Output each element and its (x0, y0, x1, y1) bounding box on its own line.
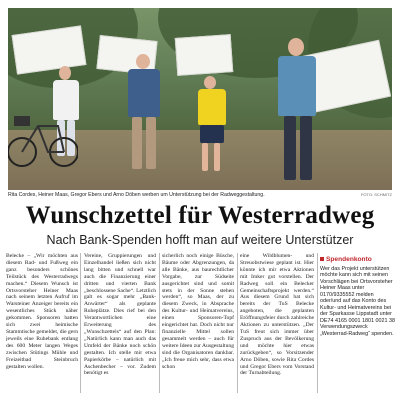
article-column-4 (240, 253, 314, 393)
infobox-text: Wer das Projekt unterstützen möchte kann sich mit seinen Vorschlägen bei Ortsvorsteher Heiner Maas unter 0170/9335552 melden oder/und auf das Konto des Kultur- und Heimatvereins bei der Sparkasse Lippstadt unter DE74 4165 0001 1801 0021 38 Verwendungszweck „Westerrad-Radweg“ spenden. (320, 265, 395, 337)
bicycle-icon (8, 106, 78, 170)
infobox-title-text: Spendenkonto (326, 256, 372, 263)
column-divider (80, 253, 81, 393)
infobox-title (320, 257, 396, 264)
column-divider (317, 253, 318, 393)
article-column-3 (162, 253, 234, 393)
article-column-1 (6, 253, 78, 393)
column-text: eine Wildblumen- und Streuobstwiese geplant ist. Hier könnte ich mir etwa Aktionen mit Imker gut vorstellen. Der Radweg soll ein Belecker Gemeinschaftsprojekt werden.“ Aus diesem Grund hat sich bereits der TuS Belecke angeboten, die geplanten Eröffnungsfeier durch zahlreiche Aktionen zu unterstützen. „Der TuS freut sich immer über Zuspruch aus der Bevölkerung und möchte hier etwas zurückgeben“, so Vorsitzender Arno Döben, sowie Rita Cordes und Gregor Ebers vom Vorstand der Turnabteilung. (240, 253, 314, 377)
column-divider (237, 253, 238, 393)
photo-caption (8, 192, 392, 198)
article-headline: Wunschzettel für Westerradweg (25, 202, 375, 229)
photo-credit: FOTO: SCHMITZ (360, 192, 392, 197)
caption-text: Rita Cordes, Heiner Maas, Gregor Ebers und Arno Döben werben um Unterstützung bei der Radweggestaltung. (8, 192, 265, 198)
column-text: Belecke – „Wir möchten aus diesem Rad- und Fußweg ein ganz besonders schönes Teilstück des Westerradwegs machen.“ Diesem Wunsch ist Ortsvorsteher Heiner Maas nach seinem letzten Aufruf im Warsteiner Anzeiger bereits ein wesentliches Stück näher gekommen. Sponsoren hatten sich zwei heimische Stammtische gemeldet, die gern jeweils eine Ruhebank entlang des 600 Meter langen Weges zwischen Stütings Mühle und Freizeitbad Steinbruch gestalten wollen. (6, 253, 78, 370)
article-subheadline: Nach Bank-Spenden hofft man auf weitere Unterstützer (46, 233, 354, 247)
article-column-2 (84, 253, 156, 393)
wishlist-sign (175, 34, 234, 76)
column-divider (159, 253, 160, 393)
column-text: sicherlich noch einige Büsche, Bäume oder Abgrenzungen, da alle Bänke, aus baurechtlicher Vorgabe, zur Südseite ausgerichtet sind und somit stets in der Sonne stehen werden“, so Maas, der zu diesem Zweck, in Absprache des Kultur- und Heimatvereins, einen Sponsoren-Topf eingerichtet hat. Doch nicht nur finanzielle Mittel sollen gesammelt werden – auch für weitere Ideen zur Ausgestaltung sind die Organisatoren dankbar. „Ich freue mich sehr, dass etwa schon (162, 253, 234, 370)
square-bullet-icon (320, 257, 324, 261)
article-column-5 (320, 253, 396, 393)
article-photo (8, 8, 392, 190)
column-text: Vereine, Gruppierungen und Einzelhandel ließen sich nicht lang bitten und schnell war auch die Finanzierung einer dritten und vierten Bank „beschlossene Sache“. Letztlich galt es sogar mehr „Bank-Anwärter“ als geplante Ruheplätze. Dies rief bei den Verantwortlichen eine Erweiterung des „Wunschzettels“ auf den Plan: „Natürlich kann man auch das Umfeld der Bänke noch schön gestalten. Ich stelle mir etwa Papierkörbe – natürlich mit Aschenbecher – vor. Zudem benötigt es (84, 253, 156, 377)
